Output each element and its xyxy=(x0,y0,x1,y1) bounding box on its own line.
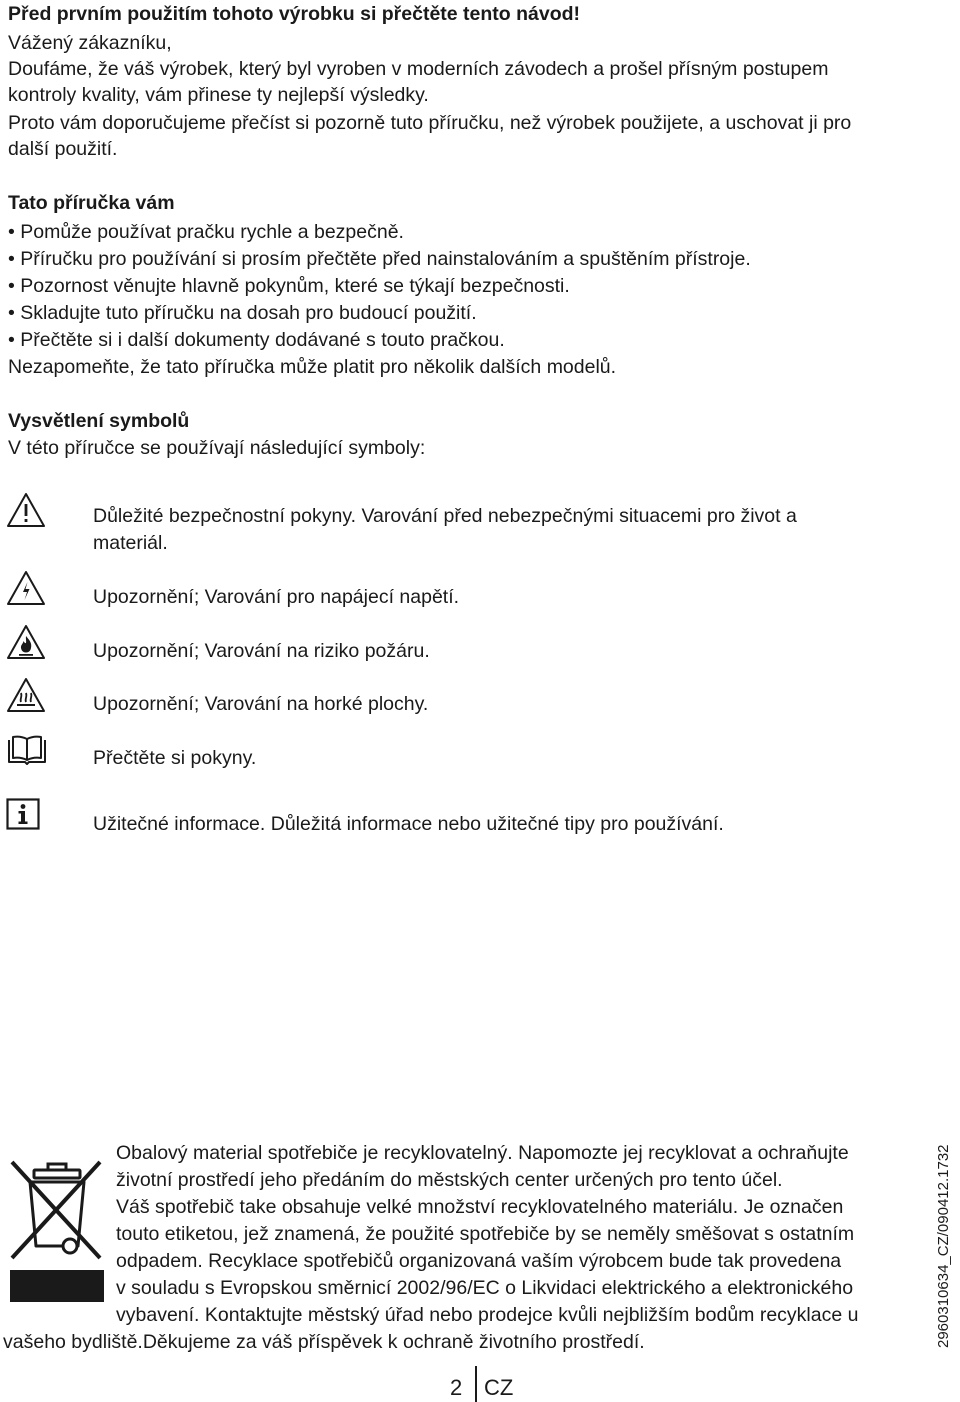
crossed-bin-icon xyxy=(10,1158,104,1304)
symbols-intro: V této příručce se používají následující symboly: xyxy=(8,437,426,459)
guide-heading: Tato příručka vám xyxy=(8,192,175,214)
recycling-line: vybavení. Kontaktujte městský úřad nebo prodejce kvůli nejbližším bodům recyklace u xyxy=(116,1304,859,1326)
recycling-line: Obalový material spotřebiče je recyklovatelný. Napomozte jej recyklovat a ochraňujte xyxy=(116,1142,849,1164)
guide-bullet: • Pomůže používat pračku rychle a bezpečně. xyxy=(8,221,404,243)
page-separator xyxy=(475,1366,477,1402)
symbol-description: Upozornění; Varování na horké plochy. xyxy=(93,693,429,715)
guide-bullet: • Přečtěte si i další dokumenty dodávané s touto pračkou. xyxy=(8,329,505,351)
intro-line: další použití. xyxy=(8,138,118,160)
book-icon xyxy=(6,734,48,766)
symbol-description: Upozornění; Varování pro napájecí napětí. xyxy=(93,586,460,608)
intro-line: Proto vám doporučujeme přečíst si pozorně tuto příručku, než výrobek použijete, a uschovat ji pro xyxy=(8,112,852,134)
electric-hazard-icon xyxy=(6,570,46,606)
fire-hazard-icon xyxy=(6,624,46,660)
recycling-line: vašeho bydliště.Děkujeme za váš příspěvek k ochraně životního prostředí. xyxy=(3,1331,645,1353)
guide-bullet: • Skladujte tuto příručku na dosah pro budoucí použití. xyxy=(8,302,477,324)
symbol-description: Přečtěte si pokyny. xyxy=(93,747,257,769)
manual-heading: Před prvním použitím tohoto výrobku si přečtěte tento návod! xyxy=(8,3,581,25)
info-icon xyxy=(6,798,40,830)
symbols-heading: Vysvětlení symbolů xyxy=(8,410,190,432)
guide-bullet: • Pozornost věnujte hlavně pokynům, které se týkají bezpečnosti. xyxy=(8,275,570,297)
symbol-description: materiál. xyxy=(93,532,168,554)
symbol-description: Důležité bezpečnostní pokyny. Varování před nebezpečnými situacemi pro život a xyxy=(93,505,797,527)
warning-triangle-icon xyxy=(6,492,46,528)
recycling-line: životní prostředí jeho předáním do městských center určených pro tento účel. xyxy=(116,1169,783,1191)
symbol-description: Užitečné informace. Důležitá informace nebo užitečné tipy pro používání. xyxy=(93,813,724,835)
greeting: Vážený zákazníku, xyxy=(8,32,172,54)
intro-line: kontroly kvality, vám přinese ty nejlepší výsledky. xyxy=(8,84,429,106)
language-code: CZ xyxy=(484,1375,514,1400)
guide-bullet: • Příručku pro používání si prosím přečtěte před nainstalováním a spuštěním přístroje. xyxy=(8,248,751,270)
hot-surface-icon xyxy=(6,677,46,713)
recycling-line: Váš spotřebič take obsahuje velké množství recyklovatelného materiálu. Je označen xyxy=(116,1196,844,1218)
symbol-description: Upozornění; Varování na riziko požáru. xyxy=(93,640,430,662)
guide-note: Nezapomeňte, že tato příručka může platit pro několik dalších modelů. xyxy=(8,356,617,378)
recycling-line: touto etiketou, jež znamená, že použité spotřebiče by se neměly směšovat s ostatním xyxy=(116,1223,855,1245)
document-id: 2960310634_CZ/090412.1732 xyxy=(935,1144,952,1348)
recycling-line: odpadem. Recyklace spotřebičů organizovaná vaším výrobcem bude tak provedena xyxy=(116,1250,842,1272)
page-number: 2 xyxy=(450,1375,463,1400)
intro-line: Doufáme, že váš výrobek, který byl vyroben v moderních závodech a prošel přísným postupem xyxy=(8,58,829,80)
recycling-line: v souladu s Evropskou směrnicí 2002/96/EC o Likvidaci elektrického a elektronického xyxy=(116,1277,854,1299)
